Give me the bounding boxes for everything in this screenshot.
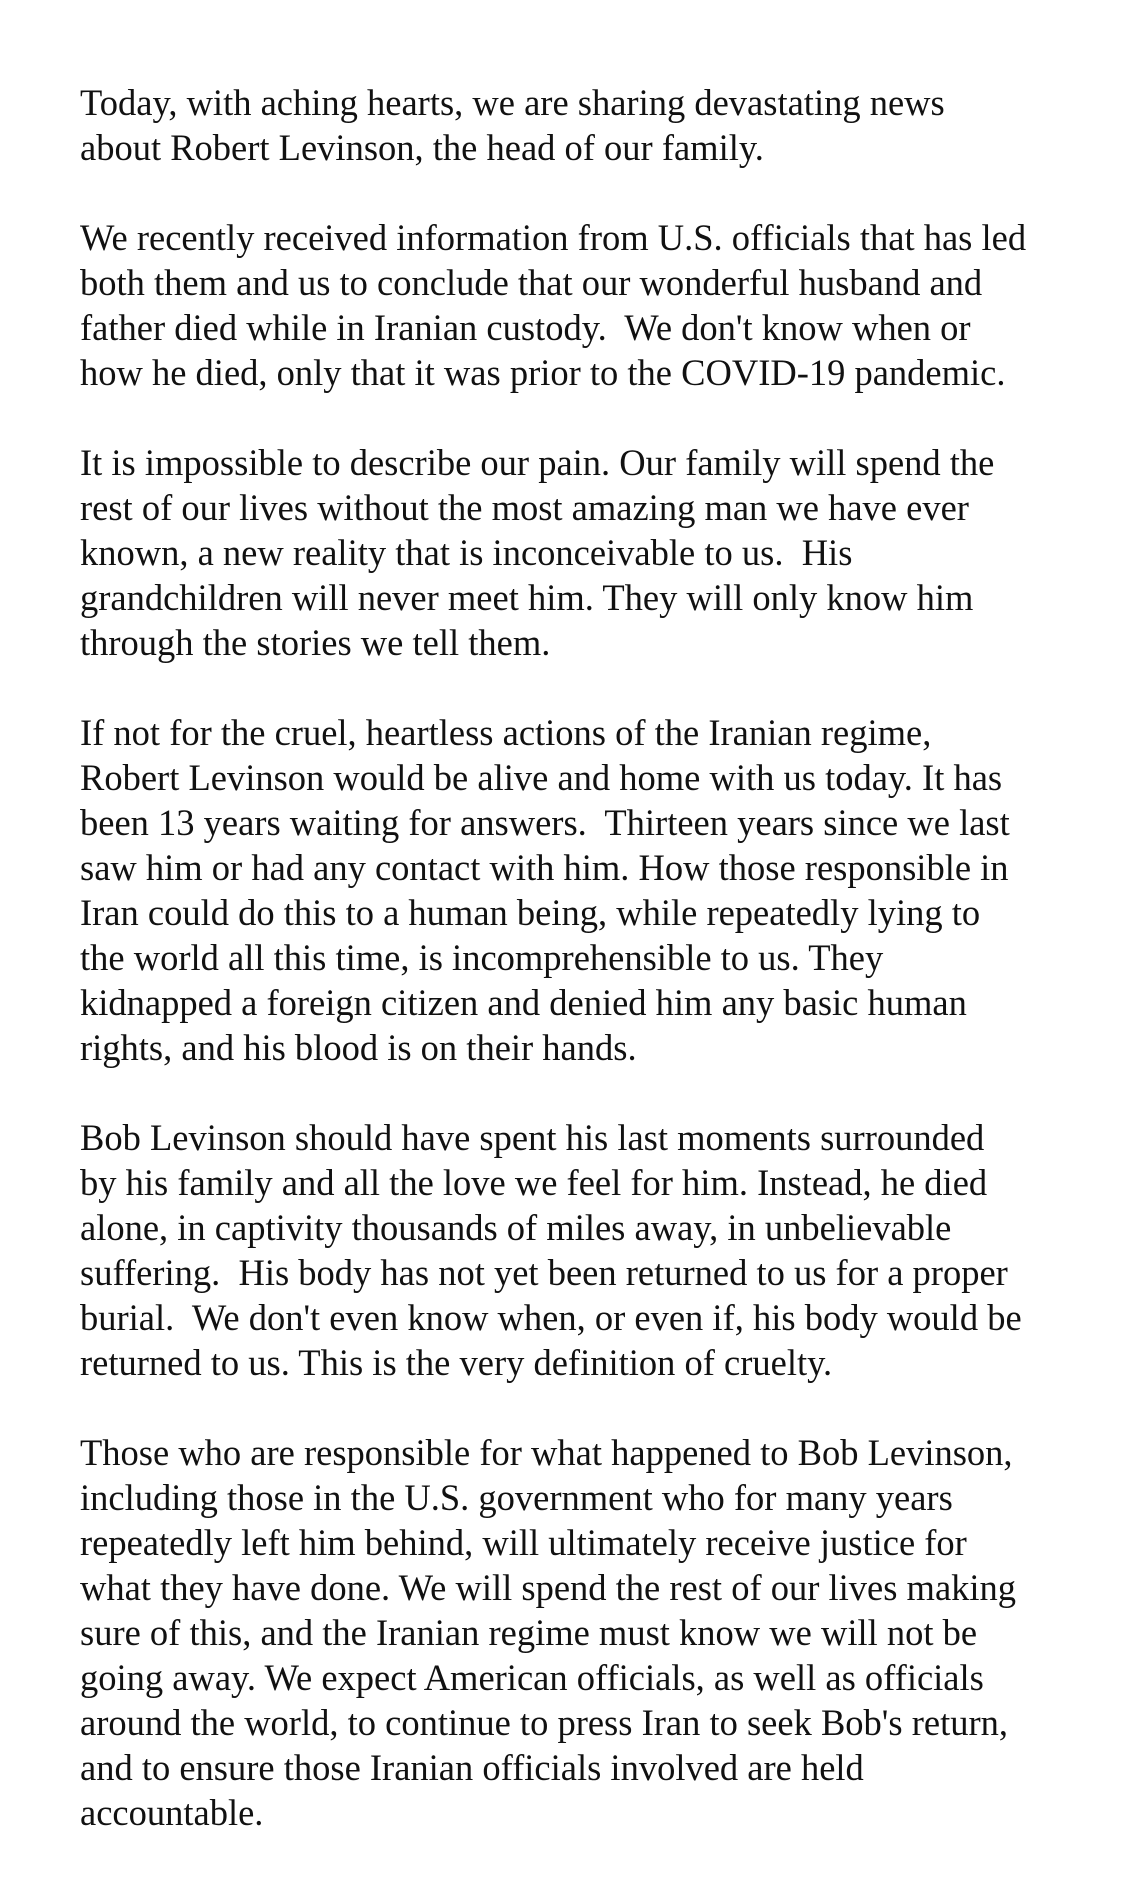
text-line: the world all this time, is incomprehensible to us. They — [80, 937, 884, 978]
text-line: been 13 years waiting for answers. Thirteen years since we last — [80, 802, 1010, 843]
paragraph-5 — [80, 1115, 1120, 1385]
text-line: through the stories we tell them. — [80, 622, 551, 663]
text-line: what they have done. We will spend the rest of our lives making — [80, 1567, 1017, 1608]
text-line: burial. We don't even know when, or even if, his body would be — [80, 1297, 1022, 1338]
text-line: rights, and his blood is on their hands. — [80, 1027, 637, 1068]
text-line: It is impossible to describe our pain. Our family will spend the — [80, 442, 995, 483]
text-line: father died while in Iranian custody. We don't know when or — [80, 307, 971, 348]
paragraph-3 — [80, 440, 1120, 665]
text-line: and to ensure those Iranian officials involved are held — [80, 1747, 864, 1788]
paragraph-2 — [80, 215, 1120, 395]
text-line: returned to us. This is the very definition of cruelty. — [80, 1342, 833, 1383]
text-line: around the world, to continue to press Iran to seek Bob's return, — [80, 1702, 1008, 1743]
text-line: alone, in captivity thousands of miles away, in unbelievable — [80, 1207, 952, 1248]
text-line: rest of our lives without the most amazing man we have ever — [80, 487, 969, 528]
text-line: grandchildren will never meet him. They will only know him — [80, 577, 974, 618]
paragraph-6 — [80, 1430, 1120, 1835]
text-line: going away. We expect American officials, as well as officials — [80, 1657, 984, 1698]
text-line: how he died, only that it was prior to the COVID-19 pandemic. — [80, 352, 1006, 393]
text-line: about Robert Levinson, the head of our family. — [80, 127, 764, 168]
paragraph-1 — [80, 80, 1120, 170]
paragraph-4 — [80, 710, 1120, 1070]
text-line: Bob Levinson should have spent his last moments surrounded — [80, 1117, 985, 1158]
text-line: sure of this, and the Iranian regime must know we will not be — [80, 1612, 978, 1653]
text-line: kidnapped a foreign citizen and denied him any basic human — [80, 982, 967, 1023]
family-statement — [80, 80, 1120, 1880]
text-line: Iran could do this to a human being, while repeatedly lying to — [80, 892, 981, 933]
text-line: saw him or had any contact with him. How those responsible in — [80, 847, 1009, 888]
text-line: Today, with aching hearts, we are sharing devastating news — [80, 82, 945, 123]
text-line: both them and us to conclude that our wonderful husband and — [80, 262, 983, 303]
text-line: known, a new reality that is inconceivable to us. His — [80, 532, 853, 573]
text-line: We recently received information from U.S. officials that has led — [80, 217, 1027, 258]
text-line: Those who are responsible for what happened to Bob Levinson, — [80, 1432, 1013, 1473]
text-line: repeatedly left him behind, will ultimately receive justice for — [80, 1522, 967, 1563]
text-line: suffering. His body has not yet been returned to us for a proper — [80, 1252, 1008, 1293]
text-line: If not for the cruel, heartless actions of the Iranian regime, — [80, 712, 932, 753]
text-line: by his family and all the love we feel for him. Instead, he died — [80, 1162, 988, 1203]
text-line: including those in the U.S. government who for many years — [80, 1477, 953, 1518]
text-line: Robert Levinson would be alive and home with us today. It has — [80, 757, 1003, 798]
text-line: accountable. — [80, 1792, 264, 1833]
